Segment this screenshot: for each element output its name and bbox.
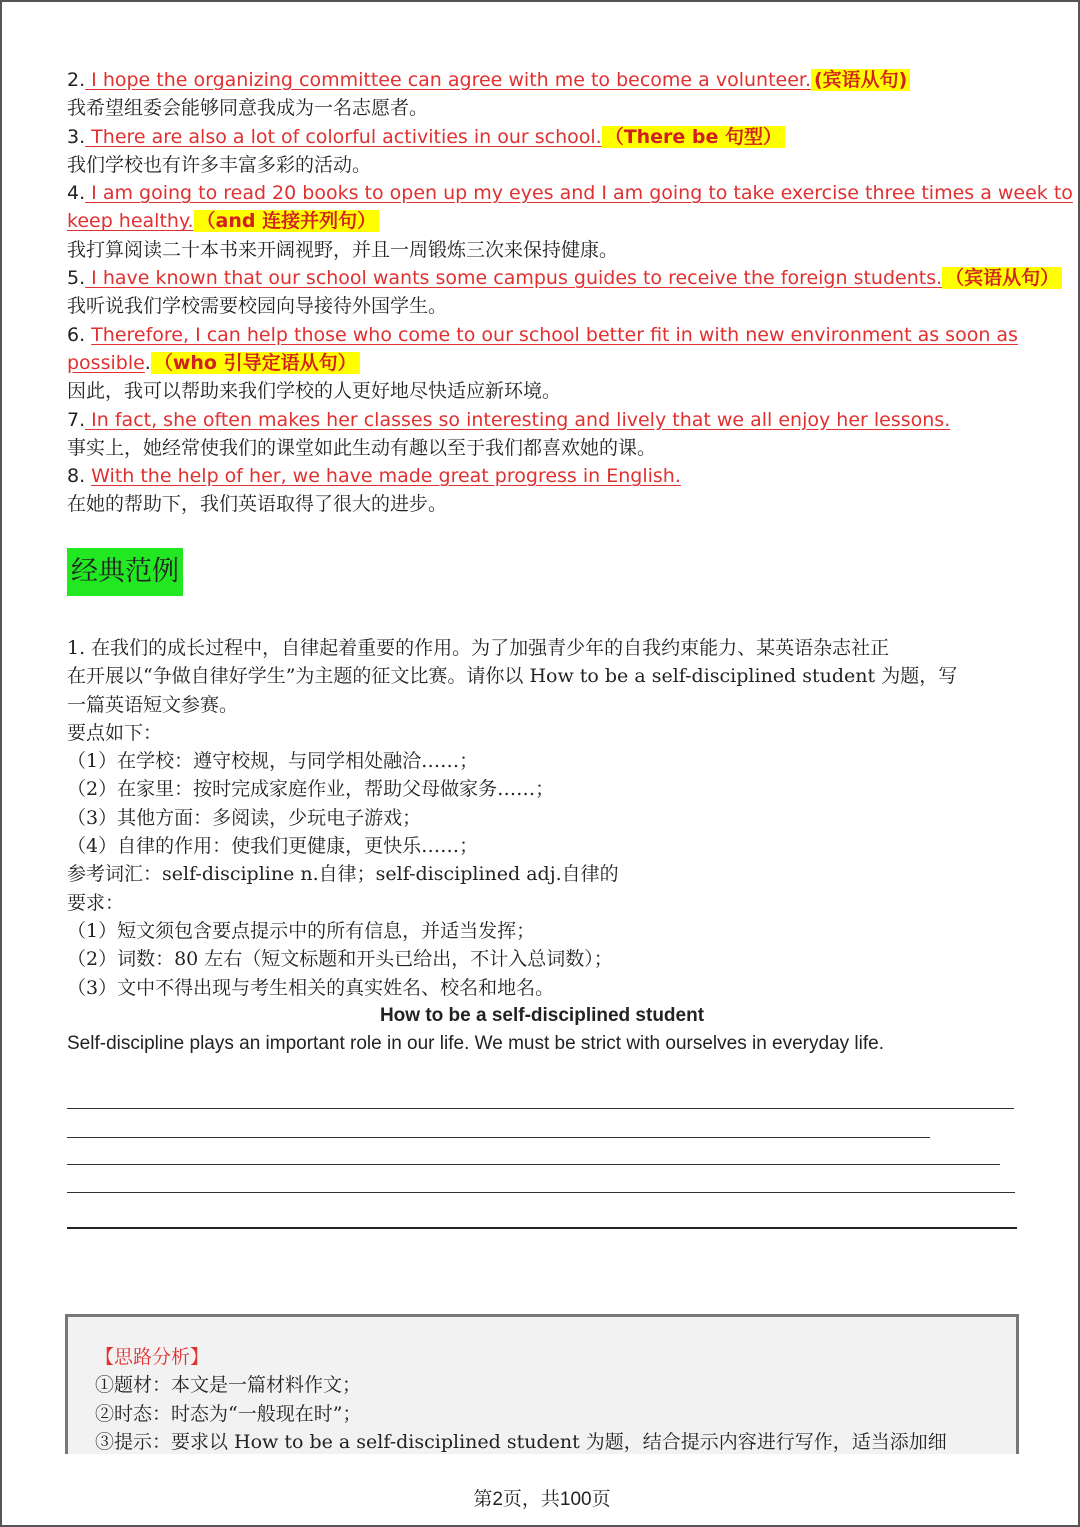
writing-line[interactable] xyxy=(67,1137,930,1138)
sentence-english: There are also a lot of colorful activities in our school. xyxy=(85,125,602,148)
grammar-tag: （There be 句型） xyxy=(602,126,785,148)
point-item: （1）在学校：遵守校规，与同学相处融洽……； xyxy=(67,750,479,773)
sentence-number: 8. xyxy=(67,465,92,488)
sentence-3 xyxy=(67,123,1017,151)
sentence-list xyxy=(67,66,1073,519)
writing-line[interactable] xyxy=(67,1108,1014,1109)
sentence-6-continued xyxy=(67,349,1017,377)
sentence-8-translation: 在她的帮助下，我们英语取得了很大的进步。 xyxy=(67,493,448,516)
exercise-intro-line: 1. 在我们的成长过程中，自律起着重要的作用。为了加强青少年的自我约束能力、某英语杂志社正 xyxy=(67,637,890,659)
sentence-5 xyxy=(67,264,1060,292)
point-item: （3）其他方面：多阅读，少玩电子游戏； xyxy=(67,806,422,829)
sentence-7-translation: 事实上，她经常使我们的课堂如此生动有趣以至于我们都喜欢她的课。 xyxy=(67,436,657,459)
grammar-tag: (宾语从句) xyxy=(811,69,910,91)
sentence-english: I am going to read 20 books to open up my eyes and I am going to take exercise three times a week to xyxy=(85,182,1073,205)
sentence-number: 3. xyxy=(67,125,86,148)
analysis-box xyxy=(65,1314,1019,1454)
sentence-number: 4. xyxy=(67,182,86,205)
point-item: （4）自律的作用：使我们更健康，更快乐……； xyxy=(67,835,479,858)
sentence-2 xyxy=(67,66,1017,94)
sentence-number: 5. xyxy=(67,267,86,290)
sentence-4-translation: 我打算阅读二十本书来开阔视野，并且一周锻炼三次来保持健康。 xyxy=(67,238,619,261)
sentence-number: 2. xyxy=(67,69,86,91)
vocabulary-note: 参考词汇：self-discipline n.自律；self-disciplined adj.自律的 xyxy=(67,863,619,886)
section-heading: 经典范例 xyxy=(67,548,183,596)
sentence-english: I have known that our school wants some campus guides to receive the foreign students. xyxy=(85,267,943,290)
requirement-item: （2）词数：80 左右（短文标题和开头已给出，不计入总词数）； xyxy=(67,948,613,971)
exercise-intro-line: 在开展以“争做自律好学生”为主题的征文比赛。请你以 How to be a self-disciplined student 为题，写 xyxy=(67,665,958,688)
analysis-item: ①题材：本文是一篇材料作文； xyxy=(95,1374,362,1397)
essay-opening: Self-discipline plays an important role in our life. We must be strict with ourselves in everyday life. xyxy=(67,1033,884,1055)
sentence-4 xyxy=(67,179,1073,207)
grammar-tag: （who 引导定语从句） xyxy=(151,352,360,374)
points-label: 要点如下： xyxy=(67,721,163,744)
analysis-item: ③提示：要求以 How to be a self-disciplined student 为题，结合提示内容进行写作，适当添加细 xyxy=(95,1430,947,1453)
sentence-6-translation: 因此，我可以帮助来我们学校的人更好地尽快适应新环境。 xyxy=(67,380,562,403)
sentence-period: . xyxy=(144,351,151,374)
sentence-english: keep healthy. xyxy=(67,210,194,233)
sentence-english: possible xyxy=(67,351,145,374)
analysis-heading: 【思路分析】 xyxy=(95,1346,210,1368)
sentence-8 xyxy=(67,462,1017,490)
essay-title: How to be a self-disciplined student xyxy=(379,1004,705,1026)
writing-line[interactable] xyxy=(67,1164,1000,1165)
analysis-item: ②时态：时态为“一般现在时”； xyxy=(95,1402,362,1425)
sentence-4-continued xyxy=(67,207,1017,235)
sentence-number: 7. xyxy=(67,408,86,431)
grammar-tag: （宾语从句） xyxy=(942,267,1062,289)
exercise-block xyxy=(67,634,1017,1058)
requirement-item: （1）短文须包含要点提示中的所有信息，并适当发挥； xyxy=(67,919,536,942)
sentence-6 xyxy=(67,321,1017,349)
sentence-number: 6. xyxy=(67,323,92,346)
sentence-3-translation: 我们学校也有许多丰富多彩的活动。 xyxy=(67,153,372,176)
sentence-2-translation: 我希望组委会能够同意我成为一名志愿者。 xyxy=(67,97,429,120)
sentence-english: I hope the organizing committee can agree with me to become a volunteer. xyxy=(85,69,811,91)
requirement-item: （3）文中不得出现与考生相关的真实姓名、校名和地名。 xyxy=(67,976,555,999)
sentence-5-translation: 我听说我们学校需要校园向导接待外国学生。 xyxy=(67,295,448,318)
requirements-label: 要求： xyxy=(67,891,125,914)
page-number: 第2页，共100页 xyxy=(473,1489,611,1510)
writing-line[interactable] xyxy=(67,1227,1017,1229)
exercise-intro-line: 一篇英语短文参赛。 xyxy=(67,693,239,716)
sentence-english: With the help of her, we have made great progress in English. xyxy=(91,465,681,488)
grammar-tag: （and 连接并列句） xyxy=(194,210,380,232)
analysis-content xyxy=(95,1343,947,1454)
writing-line[interactable] xyxy=(67,1192,1015,1193)
sentence-english: Therefore, I can help those who come to our school better fit in with new environment as soon as xyxy=(91,323,1018,346)
point-item: （2）在家里：按时完成家庭作业，帮助父母做家务……； xyxy=(67,778,555,801)
sentence-english: In fact, she often makes her classes so interesting and lively that we all enjoy her lessons. xyxy=(85,408,951,431)
sentence-7 xyxy=(67,406,1017,434)
